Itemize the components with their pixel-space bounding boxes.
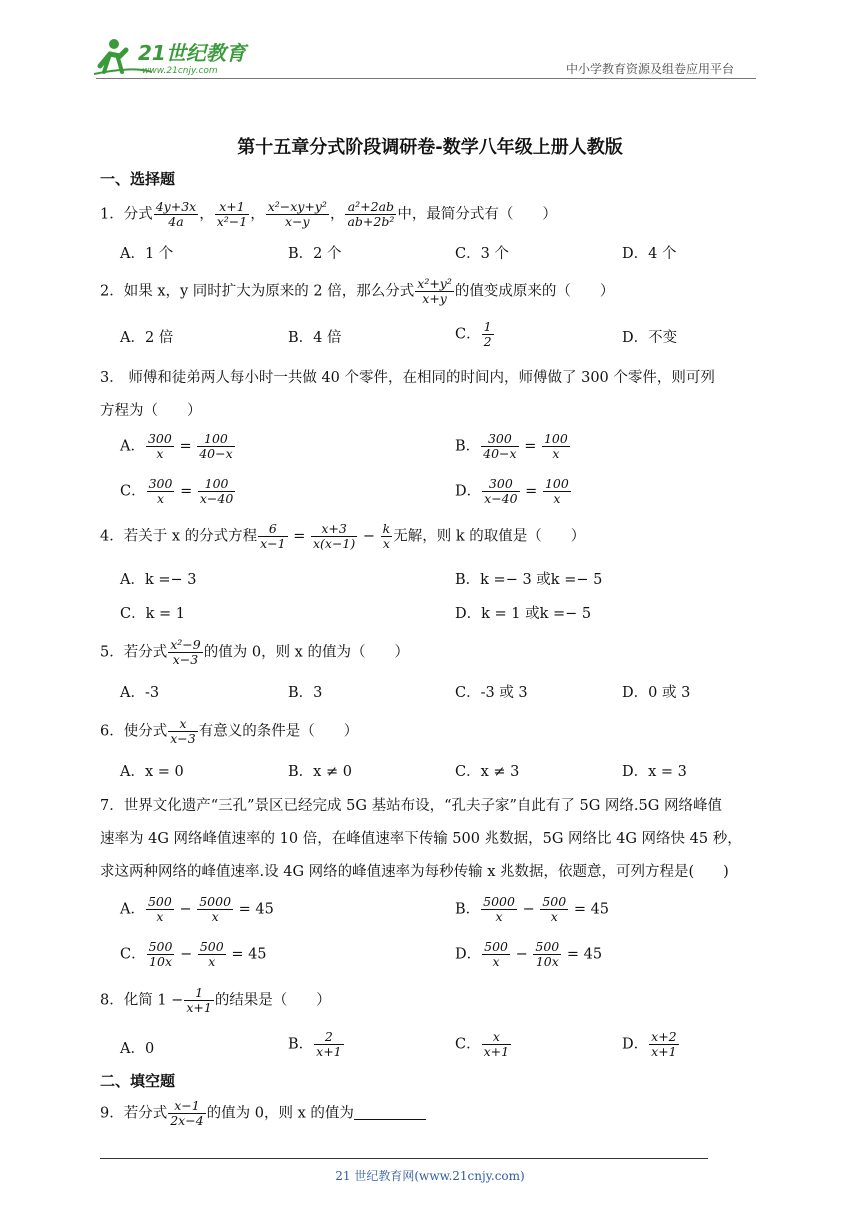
option-a: A． $\frac{300}{x}$ = $\frac{100}{40-x}$ <box>120 431 233 461</box>
question-text: 中，最简分式有（ ） <box>397 206 557 223</box>
question-6: 6．使分式 $\frac{x}{x-3}$ 有意义的条件是（ ） <box>100 716 359 746</box>
question-3-line2: 方程为（ ） <box>100 403 202 419</box>
runner-logo-icon <box>92 36 257 80</box>
option-c: C．k = 1 <box>120 606 185 622</box>
option-b: B．4 倍 <box>288 330 342 346</box>
logo-text: 21世纪教育 <box>138 41 246 65</box>
question-8: 8．化简 1 − $\frac{1}{x+1}$ 的结果是（ ） <box>100 985 331 1015</box>
section-heading: 二、填空题 <box>100 1072 176 1090</box>
question-7-line3: 求这两种网络的峰值速率.设 4G 网络的峰值速率为每秒传输 x 兆数据，依题意，可列方程是( ) <box>100 864 729 880</box>
option-a: A．-3 <box>120 685 160 701</box>
option-b: B． $\frac{2}{x+1}$ <box>288 1029 342 1059</box>
fraction: $\frac{\text{x²−xy+y²}}{x-y}$ <box>267 199 327 229</box>
question-9: 9．若分式 $\frac{x-1}{2x-4}$ 的值为 0，则 x 的值为 <box>100 1099 426 1128</box>
option-d: D．0 或 3 <box>622 685 691 701</box>
option-b: B． $\frac{300}{40-x}$ = $\frac{100}{x}$ <box>455 431 568 461</box>
option-d: D． $\frac{x+2}{x+1}$ <box>622 1029 677 1059</box>
option-a: A．0 <box>120 1041 155 1057</box>
option-d: D．k = 1 或k =− 5 <box>455 606 592 622</box>
fraction: $\frac{4y+3x}{4a}$ <box>155 199 197 229</box>
option-b: B．3 <box>288 685 323 701</box>
option-d: D．不变 <box>622 330 678 346</box>
option-b: B．2 个 <box>288 246 342 262</box>
site-logo <box>92 36 257 80</box>
option-c: C．x ≠ 3 <box>455 764 520 780</box>
option-a: A．2 倍 <box>120 330 174 346</box>
option-d: D． $\frac{500}{x}$ − $\frac{500}{10x}$ = 45 <box>455 939 603 969</box>
question-5: 5．若分式 $\frac{\text{x²−9}}{x-3}$ 的值为 0，则 x 的值为（ ） <box>100 637 409 667</box>
logo-url: www.21cnjy.com <box>142 66 218 76</box>
option-c: C．-3 或 3 <box>455 685 528 701</box>
header-divider <box>96 78 756 79</box>
platform-name: 中小学教育资源及组卷应用平台 <box>566 62 735 76</box>
option-a: A．k =− 3 <box>120 572 197 588</box>
fraction: $\frac{x+1}{\text{x²−1}}$ <box>216 199 248 229</box>
question-7-line2: 速率为 4G 网络峰值速率的 10 倍，在峰值速率下传输 500 兆数据，5G 网络比 4G 网络快 45 秒， <box>100 831 742 847</box>
option-c: C． $\frac{500}{10x}$ − $\frac{500}{x}$ = 45 <box>120 939 267 969</box>
question-4: 4．若关于 x 的分式方程 $\frac{6}{x-1}$ = $\frac{x+3}{x(x-1)}$ − $\frac{k}{x}$ 无解，则 k 的取值是（ ） <box>100 521 586 551</box>
option-b: B．k =− 3 或k =− 5 <box>455 572 603 588</box>
question-3-line1: 3． 师傅和徒弟两人每小时一共做 40 个零件，在相同的时间内，师傅做了 300 个零件，则可列 <box>100 370 715 386</box>
option-b: B． $\frac{5000}{x}$ − $\frac{500}{x}$ = 45 <box>455 894 610 924</box>
question-7-line1: 7．世界文化遗产“三孔”景区已经完成 5G 基站布设，“孔夫子家”自此有了 5G 网络.5G 网络峰值 <box>100 798 722 814</box>
option-d: D．x = 3 <box>622 764 687 780</box>
question-1: 1．分式 $\frac{4y+3x}{4a}$ ， $\frac{x+1}{\text{x²−1}}$ ， $\frac{\text{x²−xy+y²}}{x-y}$ ， $\frac{\text{a²+2ab}}{\text{ab+2b²}}$ 中，最简分式有（ ） <box>100 199 557 229</box>
option-b: B．x ≠ 0 <box>288 764 352 780</box>
option-d: D．4 个 <box>622 246 677 262</box>
option-c: C． $\frac{x}{x+1}$ <box>455 1029 510 1059</box>
option-a: A．1 个 <box>120 246 174 262</box>
section-heading: 一、选择题 <box>100 170 176 188</box>
page-title: 第十五章分式阶段调研卷-数学八年级上册人教版 <box>237 137 623 158</box>
option-a: A．x = 0 <box>120 764 184 780</box>
question-2: 2．如果 x，y 同时扩大为原来的 2 倍，那么分式 $\frac{\text{x²+y²}}{x+y}$ 的值变成原来的（ ） <box>100 276 615 306</box>
footer-divider <box>100 1158 708 1159</box>
fraction: $\frac{\text{x²+y²}}{x+y}$ <box>417 276 452 306</box>
option-d: D． $\frac{300}{x-40}$ = $\frac{100}{x}$ <box>455 476 569 506</box>
option-c: C． $\frac{300}{x}$ = $\frac{100}{x-40}$ <box>120 476 234 506</box>
option-c: C． $\frac{1}{2}$ <box>455 319 492 349</box>
option-c: C．3 个 <box>455 246 509 262</box>
answer-blank[interactable] <box>354 1105 426 1120</box>
option-a: A． $\frac{500}{x}$ − $\frac{5000}{x}$ = 45 <box>120 894 274 924</box>
fraction: $\frac{\text{a²+2ab}}{\text{ab+2b²}}$ <box>347 199 395 229</box>
question-text: 1．分式 <box>100 206 153 223</box>
footer-link[interactable]: 21 世纪教育网(www.21cnjy.com) <box>335 1169 525 1183</box>
